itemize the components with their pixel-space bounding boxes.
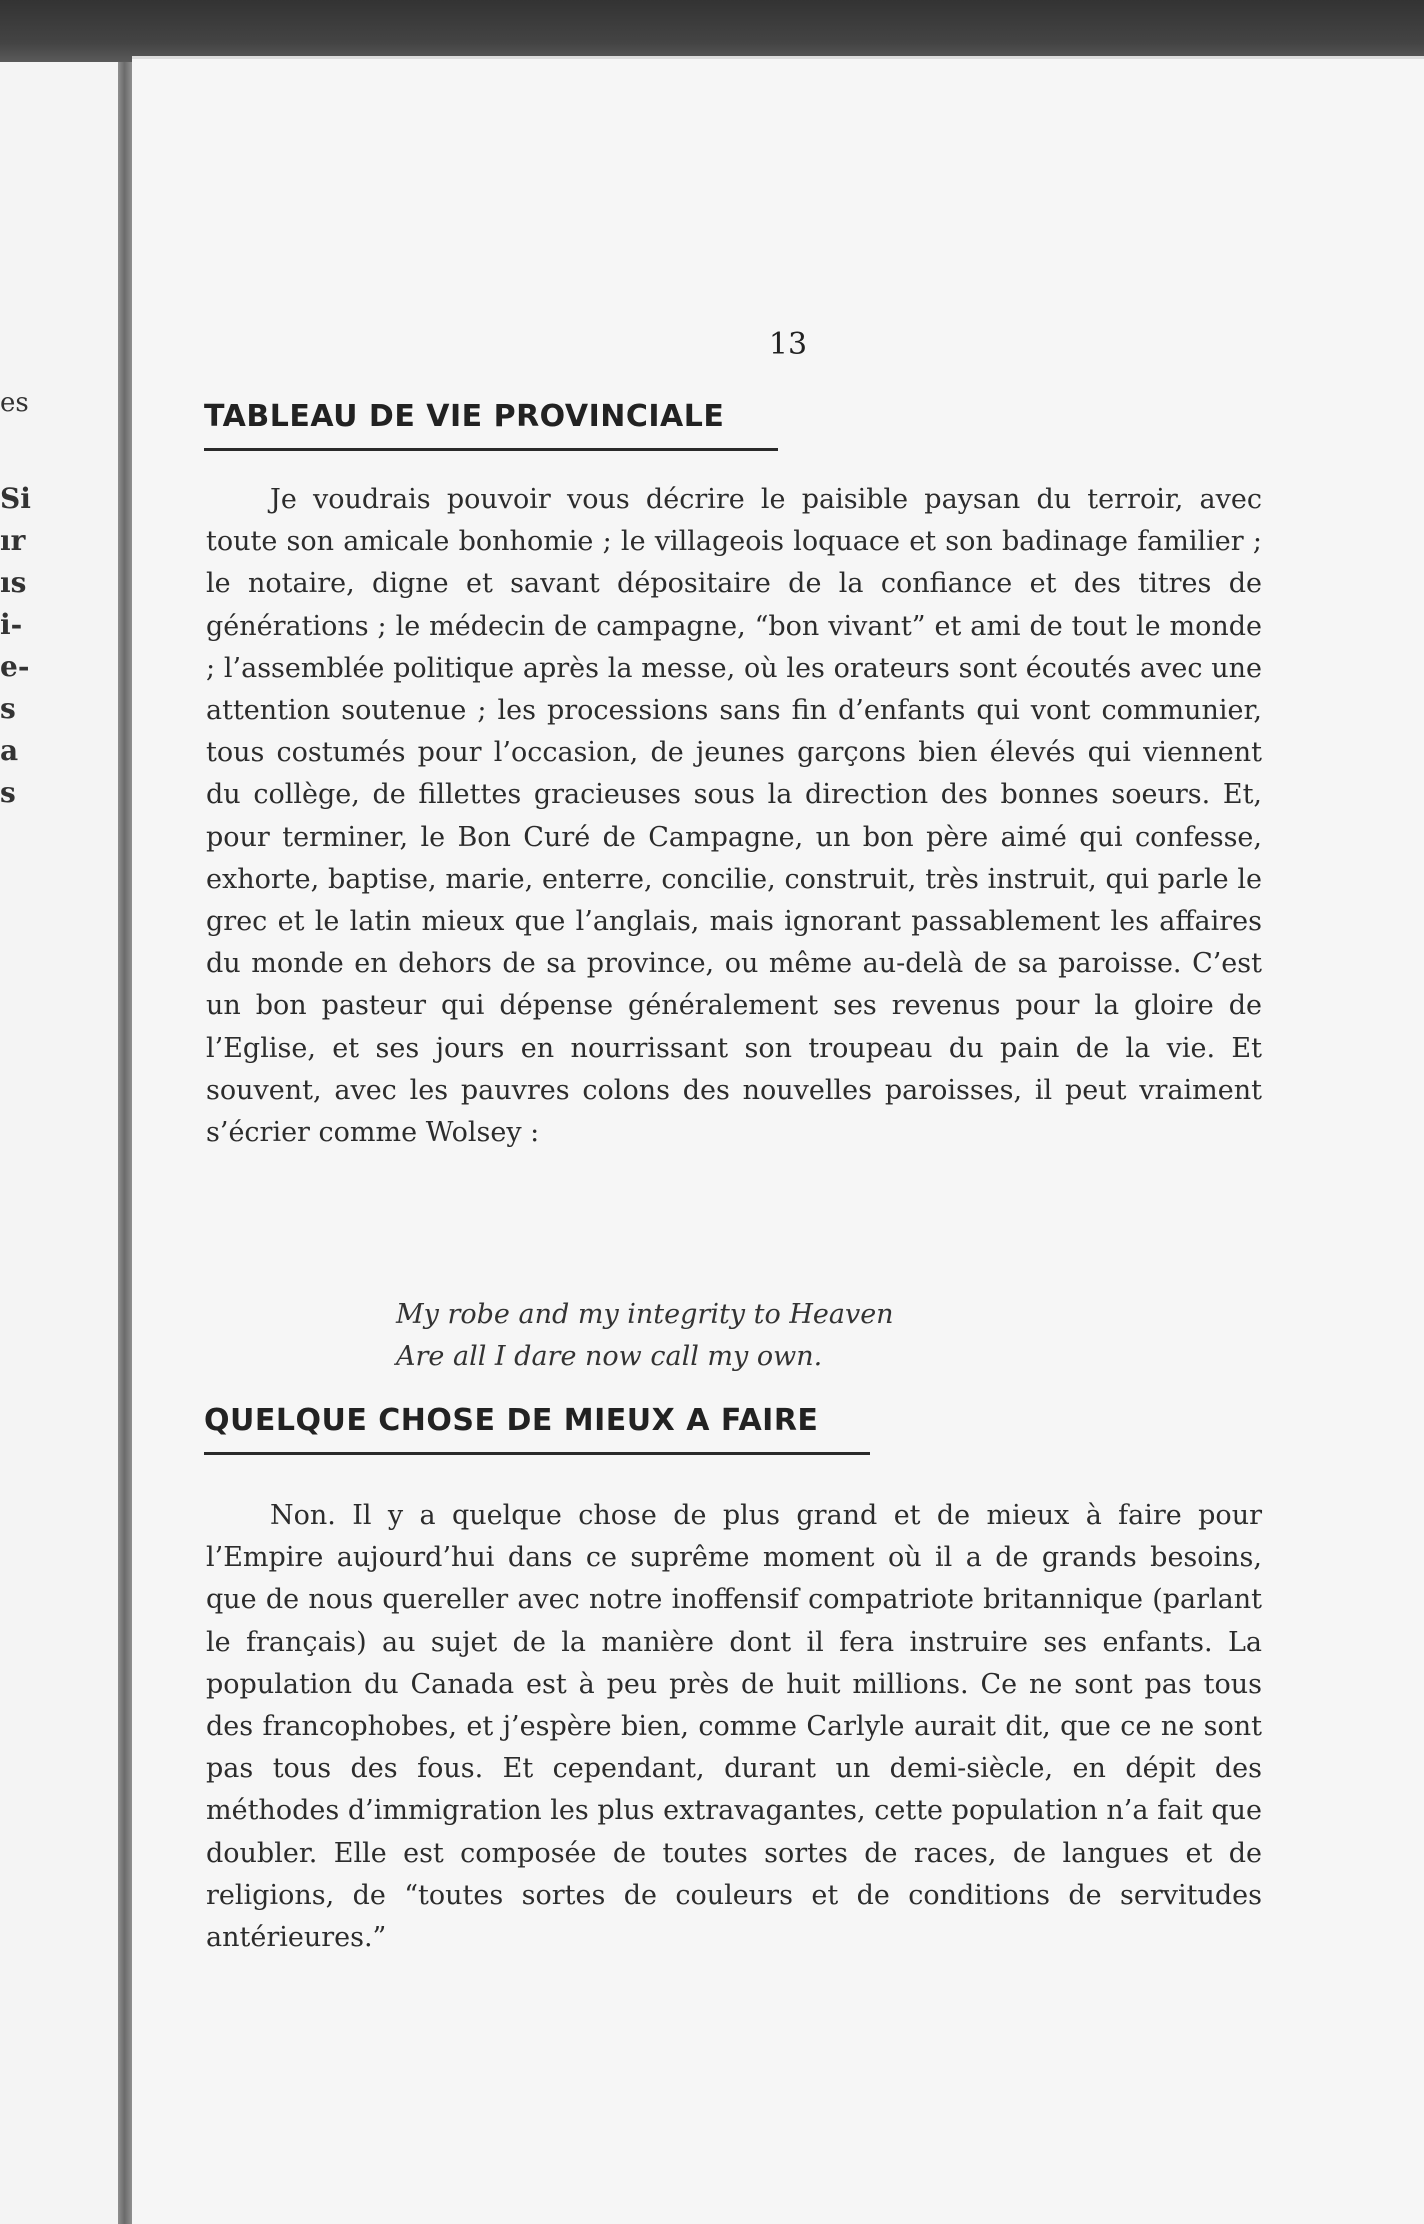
heading-underline <box>204 448 778 451</box>
page-number: 13 <box>768 327 808 362</box>
section-body-tableau <box>206 479 1262 1154</box>
previous-page-fragment: s <box>0 692 16 725</box>
previous-page-fragment: Si <box>0 482 31 515</box>
previous-page-fragment: e- <box>0 650 30 683</box>
verse-quote <box>396 1294 894 1378</box>
section-heading-quelque-chose: QUELQUE CHOSE DE MIEUX A FAIRE <box>204 1403 819 1438</box>
previous-page-fragment: ıs <box>0 566 27 599</box>
previous-page-fragment: s <box>0 776 16 809</box>
paragraph: Non. Il y a quelque chose de plus grand et de mieux à faire pour l’Empire aujourd’hui dans ce suprême moment où il a de grands besoins, que de nous quereller avec notre inoffensif compatriote britannique (parlant le français) au sujet de la manière dont il fera instruire ses enfants. La population du Canada est à peu près de huit millions. Ce ne sont pas tous des francophobes, et j’espère bien, comme Carlyle aurait dit, que ce ne sont pas tous des fous. Et cependant, durant un demi-siècle, en dépit des méthodes d’immigration les plus extravagantes, cette population n’a fait que doubler. Elle est composée de toutes sortes de races, de langues et de religions, de “toutes sortes de couleurs et de conditions de servitudes antérieures.” <box>206 1500 1262 1954</box>
heading-underline <box>204 1452 870 1455</box>
previous-page-fragment: es <box>0 388 29 418</box>
previous-page-fragment: i- <box>0 608 23 641</box>
previous-page-edge <box>0 62 124 2224</box>
verse-line: My robe and my integrity to Heaven <box>396 1299 894 1330</box>
scanner-background <box>0 0 1424 62</box>
previous-page-fragment: ır <box>0 524 26 557</box>
book-page <box>132 56 1424 2224</box>
section-heading-tableau: TABLEAU DE VIE PROVINCIALE <box>204 399 725 434</box>
section-body-quelque-chose <box>206 1495 1262 1959</box>
paragraph: Je voudrais pouvoir vous décrire le paisible paysan du terroir, avec toute son amicale bonhomie ; le villageois loquace et son badinage familier ; le notaire, digne et savant dépositaire de la confiance et des titres de générations ; le médecin de campagne, “bon vivant” et ami de tout le monde ; l’assemblée politique après la messe, où les orateurs sont écoutés avec une attention soutenue ; les processions sans fin d’enfants qui vont communier, tous costumés pour l’occasion, de jeunes garçons bien élevés qui viennent du collège, de fillettes gracieuses sous la direction des bonnes soeurs. Et, pour terminer, le Bon Curé de Campagne, un bon père aimé qui confesse, exhorte, baptise, marie, enterre, concilie, construit, très instruit, qui parle le grec et le latin mieux que l’anglais, mais ignorant passablement les affaires du monde en dehors de sa province, ou même au-delà de sa paroisse. C’est un bon pasteur qui dépense généralement ses revenus pour la gloire de l’Eglise, et ses jours en nourrissant son troupeau du pain de la vie. Et souvent, avec les pauvres colons des nouvelles paroisses, il peut vraiment s’écrier comme Wolsey : <box>206 484 1262 1149</box>
previous-page-fragment: a <box>0 734 19 767</box>
verse-line: Are all I dare now call my own. <box>396 1341 823 1372</box>
